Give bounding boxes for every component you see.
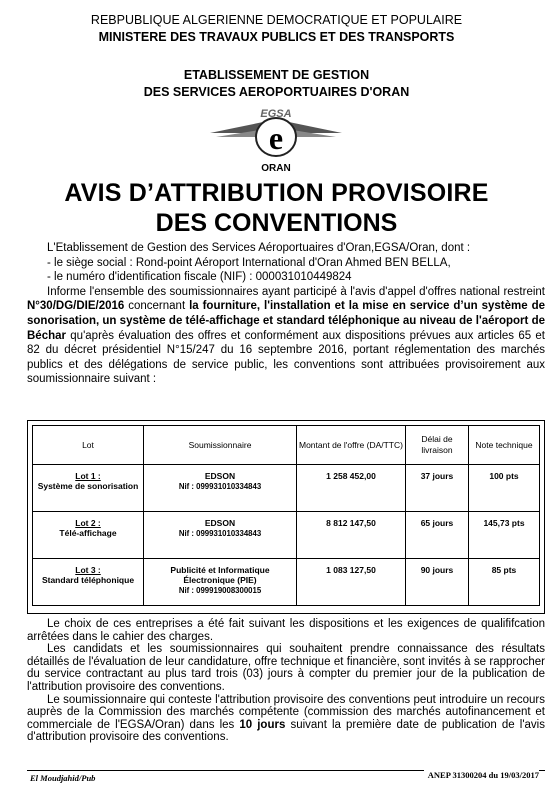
intro-p1: L'Etablissement de Gestion des Services Aéroportuaires d'Oran,EGSA/Oran, dont : bbox=[47, 242, 471, 254]
outro-p3: Le soumissionnaire qui conteste l'attribution provisoire des conventions peut introduire un recours auprès de la Commission des marchés compétente (commission des marchés autofinancement et commerciale de l'EGSA/Oran) dans les 10 jours suivant la première date de publication de l'avis d'attribution provisoire des conventions. bbox=[27, 693, 545, 744]
outro-p1: Le choix de ces entreprises a été fait suivant les dispositions et les exigences de qualififcation arrêtées dans le cahier des charges. bbox=[27, 618, 545, 643]
republic-header: REBPUBLIQUE ALGERIENNE DEMOCRATIQUE ET POPULAIRE bbox=[90, 13, 463, 27]
table-row bbox=[33, 559, 540, 606]
amount-cell: 1 258 452,00 bbox=[297, 465, 406, 512]
amount-cell: 8 812 147,50 bbox=[297, 512, 406, 559]
lot-cell: Lot 2 : Télé-affichage bbox=[33, 512, 144, 559]
svg-text:e: e bbox=[268, 120, 284, 156]
outro-p2: Les candidats et les soumissionnaires qui souhaitent prendre connaissance des résultats détaillés de l'évaluation de leur candidature, offre technique et financière, sont invités à se rapprocher du service contractant au plus tard trois (03) jours à compter du premier jour de la publication de l'attribution provisoire des conventions. bbox=[27, 643, 545, 693]
footer-anep-ref: ANEP 31300204 du 19/03/2017 bbox=[424, 770, 539, 780]
header-delay: Délai de livraison bbox=[406, 426, 469, 465]
intro-p4: Informe l'ensemble des soumissionnaires ayant participé à l'avis d'appel d'offres national restreint N°30/DG/DIE/2016 concernant la fourniture, l'installation et la mise en service d’un système de sonorisation, un système de télé-affichage et standard téléphonique au niveau de l'aéroport de Béchar qu'après évaluation des offres et conformément aux dispositions prévues aux articles 65 et 82 du décret présidentiel N°15/247 du 16 septembre 2016, portant réglementation des marchés publics et des délégations de service public, les conventions sont attribuées provisoirement aux soumissionnaire suivant : bbox=[27, 285, 545, 386]
note-cell: 145,73 pts bbox=[469, 512, 540, 559]
amount-cell: 1 083 127,50 bbox=[297, 559, 406, 606]
egsa-logo bbox=[206, 103, 346, 175]
header-note: Note technique bbox=[469, 426, 540, 465]
header-bidder: Soumissionnaire bbox=[144, 426, 297, 465]
delay-cell: 37 jours bbox=[406, 465, 469, 512]
intro-text bbox=[27, 241, 545, 387]
lot-cell: Lot 3 : Standard téléphonique bbox=[33, 559, 144, 606]
svg-text:EGSA: EGSA bbox=[260, 108, 292, 120]
delay-cell: 90 jours bbox=[406, 559, 469, 606]
notice-title-line2: DES CONVENTIONS bbox=[155, 209, 398, 237]
ministry-header: MINISTERE DES TRAVAUX PUBLICS ET DES TRANSPORTS bbox=[98, 30, 455, 44]
lot-cell: Lot 1 : Système de sonorisation bbox=[33, 465, 144, 512]
note-cell: 85 pts bbox=[469, 559, 540, 606]
establishment-header: ETABLISSEMENT DE GESTION bbox=[183, 68, 370, 82]
notice-title-line1: AVIS D’ATTRIBUTION PROVISOIRE bbox=[64, 179, 489, 207]
table-row bbox=[33, 465, 540, 512]
bidder-cell: Publicité et Informatique Électronique (PIE) Nif : 099919008300015 bbox=[144, 559, 297, 606]
header-amount: Montant de l'offre (DA/TTC) bbox=[297, 426, 406, 465]
delay-cell: 65 jours bbox=[406, 512, 469, 559]
bidder-cell: EDSON Nif : 099931010334843 bbox=[144, 465, 297, 512]
bidder-cell: EDSON Nif : 099931010334843 bbox=[144, 512, 297, 559]
table-header-row bbox=[33, 426, 540, 465]
attribution-table-frame bbox=[27, 420, 545, 614]
intro-p3: - le numéro d'identification fiscale (NIF) : 000031010449824 bbox=[47, 271, 352, 284]
intro-p2: - le siège social : Rond-point Aéroport International d'Oran Ahmed BEN BELLA, bbox=[47, 256, 451, 269]
table-row bbox=[33, 512, 540, 559]
footer-publication: El Moudjahid/Pub bbox=[30, 773, 96, 783]
svg-text:ORAN: ORAN bbox=[261, 163, 291, 174]
header-lot: Lot bbox=[33, 426, 144, 465]
establishment-header-2: DES SERVICES AEROPORTUAIRES D'ORAN bbox=[143, 85, 410, 99]
attribution-table bbox=[32, 425, 540, 606]
note-cell: 100 pts bbox=[469, 465, 540, 512]
closing-text bbox=[27, 618, 545, 744]
